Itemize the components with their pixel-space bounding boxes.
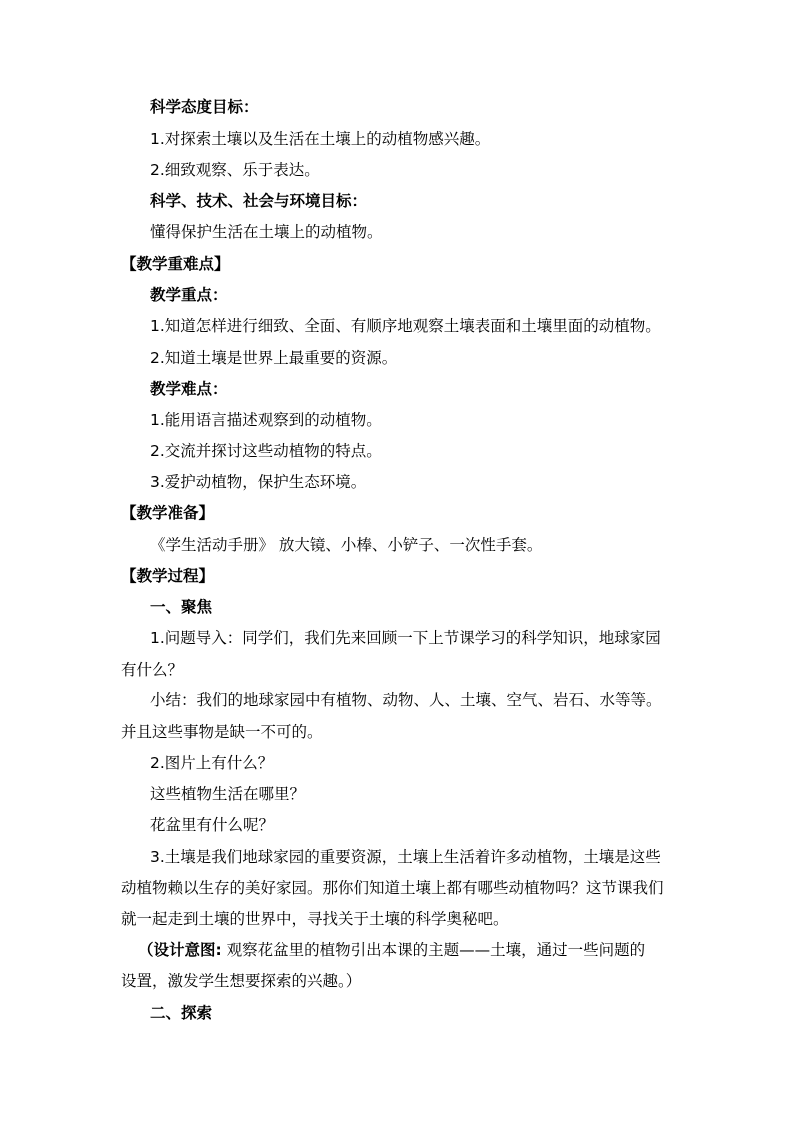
question-2-b: 花盆里有什么呢？ (150, 816, 275, 834)
attitude-item-2: 2.细致观察、乐于表达。 (150, 161, 320, 179)
design-intent-line-1 (138, 940, 698, 960)
question-1-line-1: 1.问题导入：同学们，我们先来回顾一下上节课学习的科学知识，地球家园 (150, 629, 661, 647)
design-intent-line-2: 设置，激发学生想要探索的兴趣。） (121, 972, 362, 990)
key-label: 教学重点： (150, 286, 228, 304)
difficult-item-3: 3.爱护动植物，保护生态环境。 (150, 473, 367, 491)
sste-heading: 科学、技术、社会与环境目标： (150, 192, 368, 210)
key-item-1: 1.知道怎样进行细致、全面、有顺序地观察土壤表面和土壤里面的动植物。 (150, 317, 661, 335)
question-3-line-2: 动植物赖以生存的美好家园。那你们知道土壤上都有哪些动植物吗？这节课我们 (121, 879, 664, 897)
key-difficult-heading: 【教学重难点】 (121, 255, 230, 273)
key-item-2: 2.知道土壤是世界上最重要的资源。 (150, 349, 398, 367)
question-1-line-2: 有什么？ (121, 661, 184, 679)
process-heading: 【教学过程】 (121, 567, 215, 585)
summary-line-2: 并且这些事物是缺一不可的。 (121, 723, 323, 741)
preparation-heading: 【教学准备】 (121, 504, 215, 522)
sste-text: 懂得保护生活在土壤上的动植物。 (150, 223, 383, 241)
summary-line-1: 小结：我们的地球家园中有植物、动物、人、土壤、空气、岩石、水等等。 (150, 691, 662, 709)
question-2: 2.图片上有什么？ (150, 754, 274, 772)
question-2-a: 这些植物生活在哪里？ (150, 785, 306, 803)
difficult-label: 教学难点： (150, 380, 228, 398)
focus-heading: 一、聚焦 (150, 598, 213, 616)
preparation-text: 《学生活动手册》 放大镜、小棒、小铲子、一次性手套。 (150, 536, 543, 554)
difficult-item-2: 2.交流并探讨这些动植物的特点。 (150, 442, 382, 460)
design-intent-label: （设计意图: (138, 941, 222, 959)
question-3-line-1: 3.土壤是我们地球家园的重要资源，土壤上生活着许多动植物，土壤是这些 (150, 848, 661, 866)
attitude-item-1: 1.对探索土壤以及生活在土壤上的动植物感兴趣。 (150, 130, 491, 148)
difficult-item-1: 1.能用语言描述观察到的动植物。 (150, 411, 382, 429)
design-intent-text-1: 观察花盆里的植物引出本课的主题——土壤，通过一些问题的 (221, 941, 646, 959)
question-3-line-3: 就一起走到土壤的世界中，寻找关于土壤的科学奥秘吧。 (121, 910, 509, 928)
attitude-heading: 科学态度目标： (150, 98, 259, 116)
explore-heading: 二、探索 (150, 1004, 213, 1022)
